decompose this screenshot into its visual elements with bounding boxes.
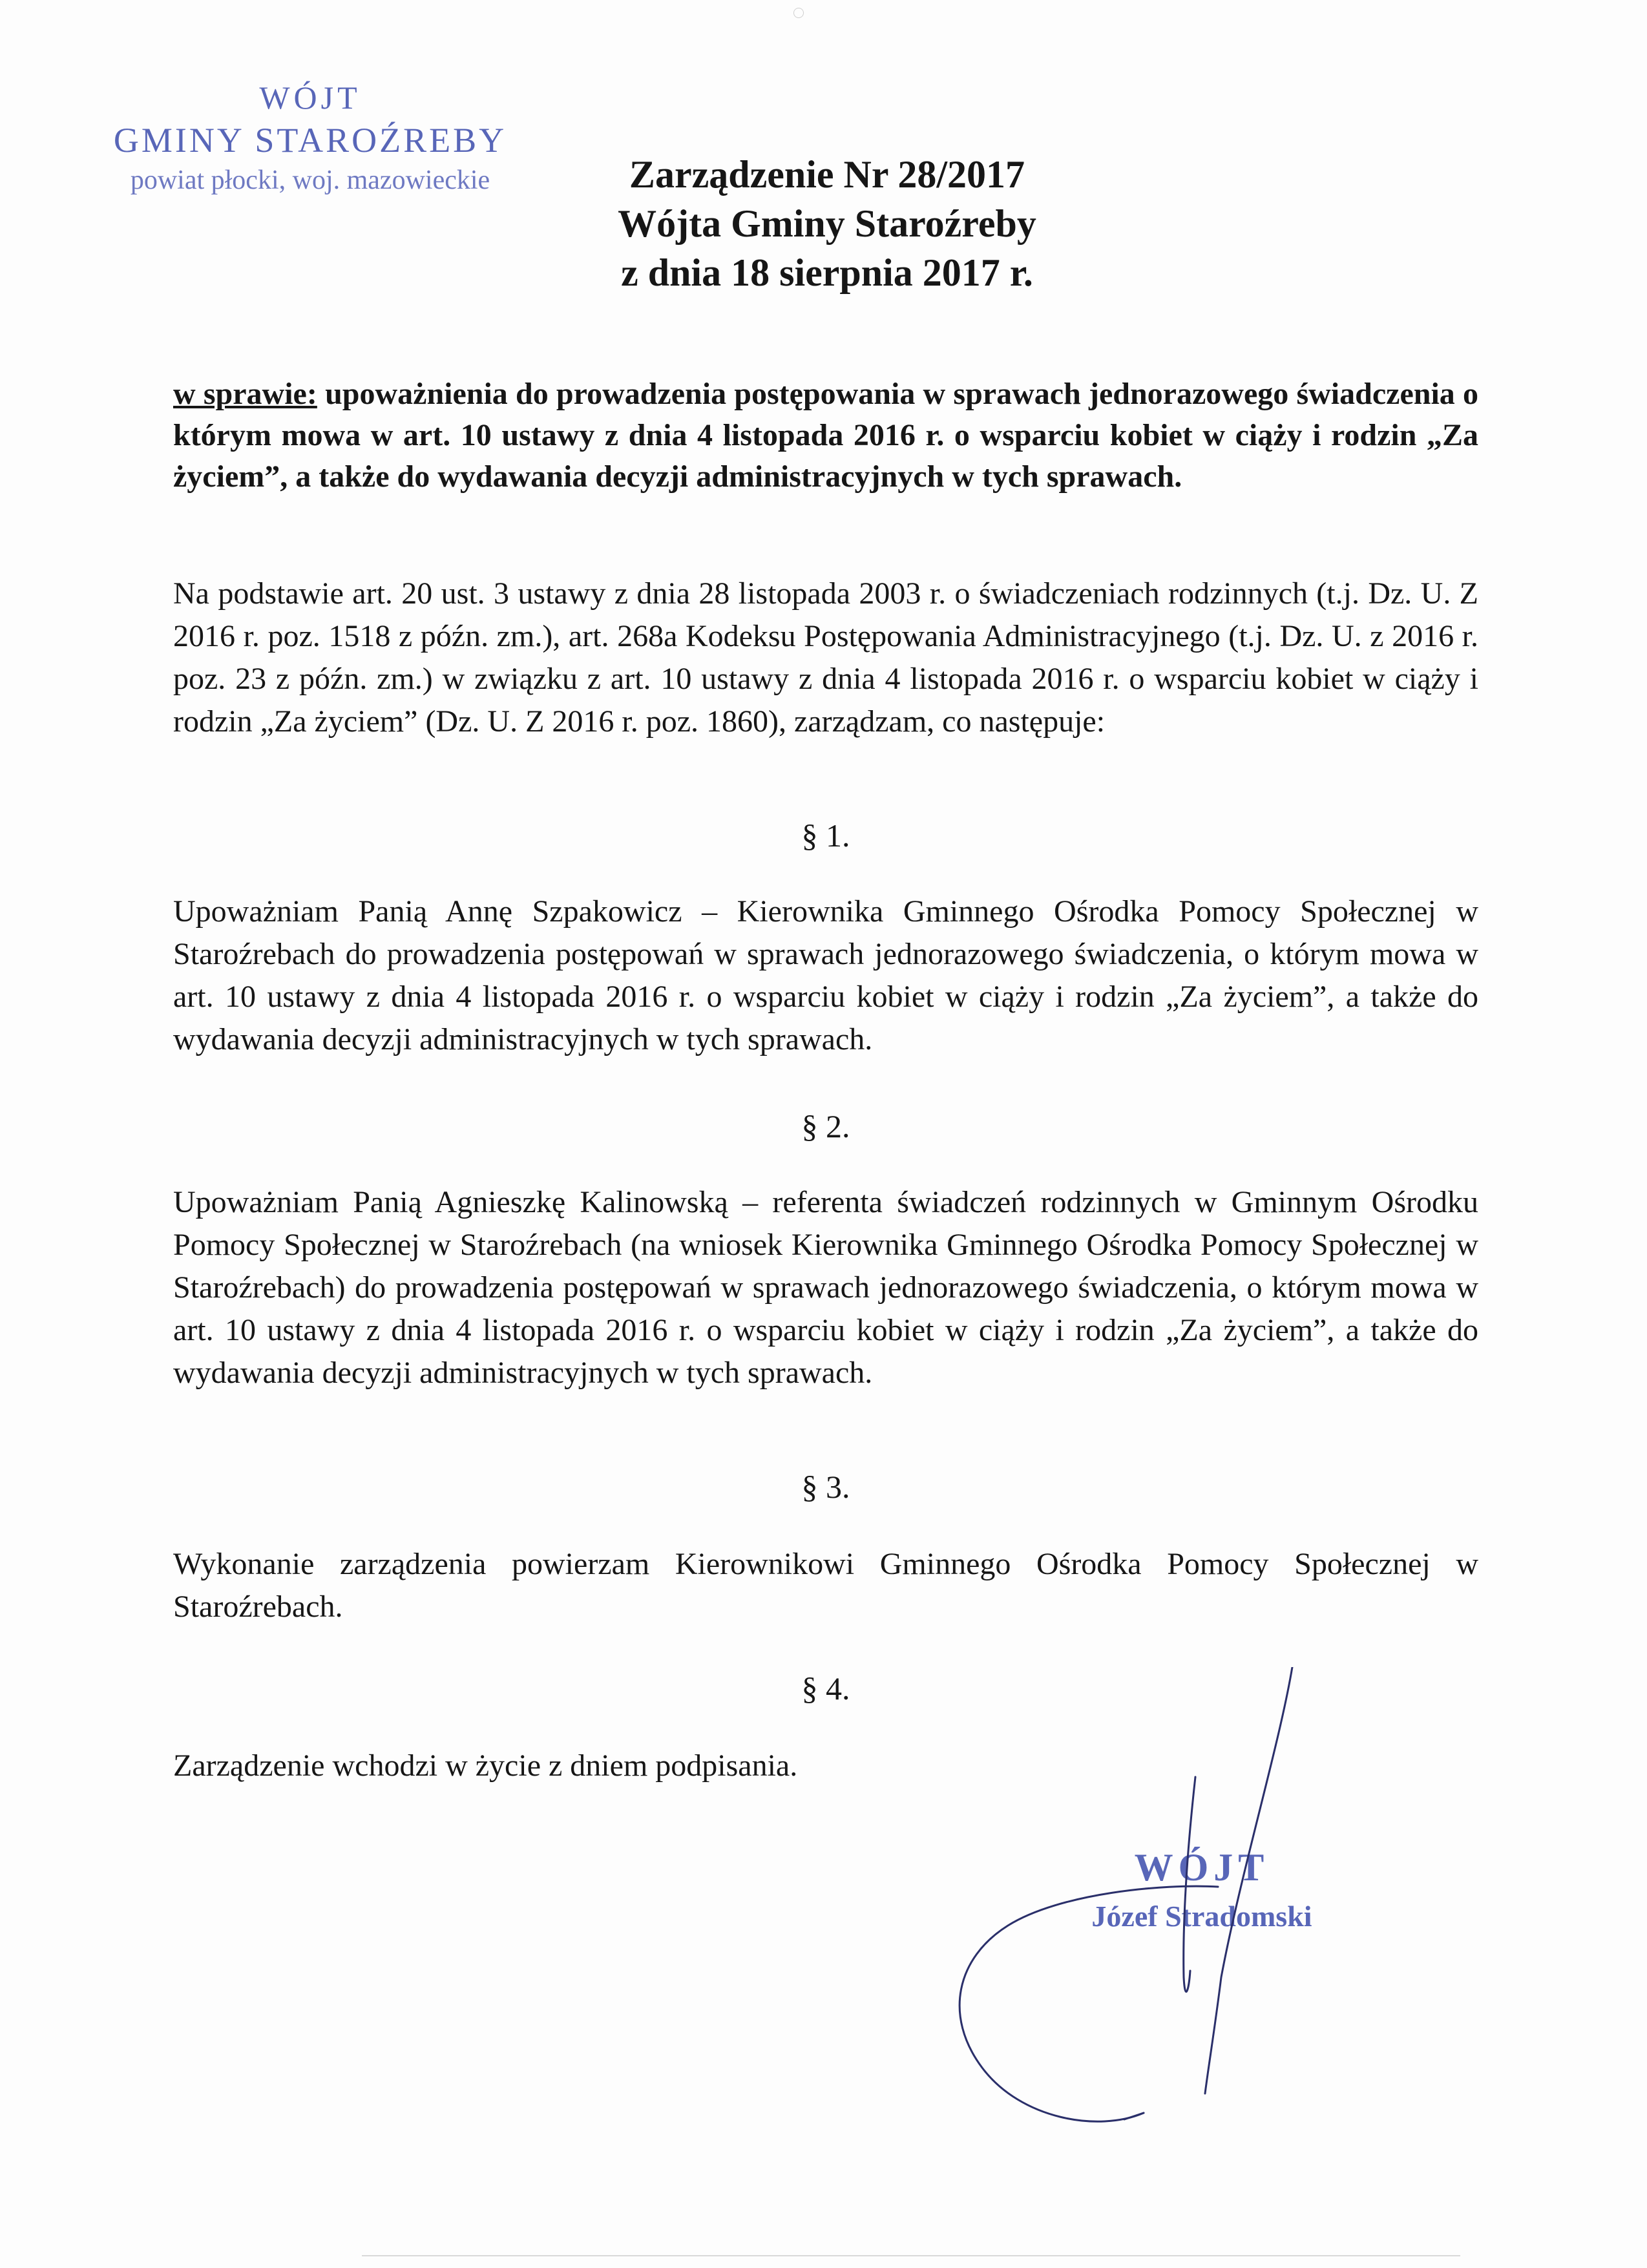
office-stamp: [78, 76, 543, 199]
section-4-text: Zarządzenie wchodzi w życie z dniem podpisania.: [173, 1748, 798, 1783]
signature-stamp-title: WÓJT: [1134, 1846, 1270, 1889]
section-2-text: Upoważniam Panią Agnieszkę Kalinowską – referenta świadczeń rodzinnych w Gminnym Ośrodku Pomocy Społecznej w Staroźrebach (na wniosek Kierownika Gminnego Ośrodka Pomocy Społecznej w Staroźrebach) do prowadzenia postępowań w sprawach jednorazowego świadczenia, o którym mowa w art. 10 ustawy z dnia 4 listopada 2016 r. o wsparciu kobiet w ciąży i rodzin „Za życiem”, a także do wydawania decyzji administracyjnych w tych sprawach.: [173, 1185, 1478, 1390]
signature-stamp-name: Józef Stradomski: [1091, 1900, 1312, 1933]
section-1-heading: § 1.: [801, 817, 850, 854]
document-title: [569, 150, 1086, 297]
page-bottom-edge: [362, 2255, 1460, 2256]
subject-label: w sprawie:: [173, 377, 317, 411]
scan-dot: [793, 8, 804, 18]
subject-paragraph: [173, 373, 1478, 498]
section-3-heading: § 3.: [801, 1469, 850, 1505]
title-line-3: z dnia 18 sierpnia 2017 r.: [621, 251, 1033, 294]
stamp-line-2: GMINY STAROŹREBY: [113, 121, 507, 160]
section-2-heading: § 2.: [801, 1108, 850, 1144]
handwritten-signature: [930, 1667, 1383, 2158]
stamp-line-3: powiat płocki, woj. mazowieckie: [130, 165, 490, 195]
section-1-text: Upoważniam Panią Annę Szpakowicz – Kierownika Gminnego Ośrodka Pomocy Społecznej w Staroźrebach do prowadzenia postępowań w sprawach jednorazowego świadczenia, o którym mowa w art. 10 ustawy z dnia 4 listopada 2016 r. o wsparciu kobiet w ciąży i rodzin „Za życiem”, a także do wydawania decyzji administracyjnych w tych sprawach.: [173, 894, 1478, 1056]
preamble-paragraph: Na podstawie art. 20 ust. 3 ustawy z dnia 28 listopada 2003 r. o świadczeniach rodzinnych (t.j. Dz. U. Z 2016 r. poz. 1518 z późn. zm.), art. 268a Kodeksu Postępowania Administracyjnego (t.j. Dz. U. z 2016 r. poz. 23 z późn. zm.) w związku z art. 10 ustawy z dnia 4 listopada 2016 r. o wsparciu kobiet w ciąży i rodzin „Za życiem” (Dz. U. Z 2016 r. poz. 1860), zarządzam, co następuje:: [173, 576, 1478, 739]
title-line-2: Wójta Gminy Staroźreby: [618, 202, 1036, 245]
stamp-line-1: WÓJT: [259, 79, 361, 116]
subject-text: upoważnienia do prowadzenia postępowania w sprawach jednorazowego świadczenia o którym mowa w art. 10 ustawy z dnia 4 listopada 2016 r. o wsparciu kobiet w ciąży i rodzin „Za życiem”, a także do wydawania decyzji administracyjnych w tych sprawach.: [173, 377, 1478, 494]
title-line-1: Zarządzenie Nr 28/2017: [629, 153, 1025, 196]
section-3-text: Wykonanie zarządzenia powierzam Kierownikowi Gminnego Ośrodka Pomocy Społecznej w Staroźrebach.: [173, 1547, 1478, 1624]
section-4-heading: § 4.: [801, 1670, 850, 1706]
